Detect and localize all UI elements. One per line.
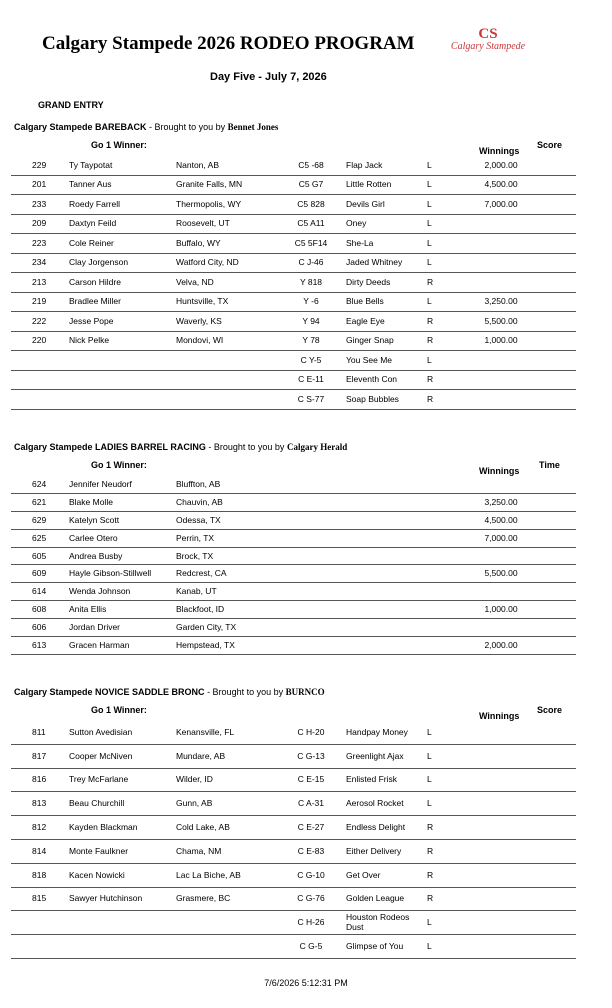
chute-side: L bbox=[427, 218, 432, 229]
chute-side: L bbox=[427, 798, 432, 809]
table-row bbox=[11, 529, 576, 548]
horse-name: Greenlight Ajax bbox=[346, 750, 404, 761]
horse-brand: C5 -68 bbox=[298, 159, 324, 170]
table-row bbox=[11, 744, 576, 769]
horse-brand: C G-76 bbox=[297, 893, 325, 904]
chute-side: L bbox=[427, 774, 432, 785]
contestant-name: Wenda Johnson bbox=[69, 586, 131, 597]
horse-brand: C E-15 bbox=[297, 774, 325, 785]
event-name: Calgary Stampede NOVICE SADDLE BRONC bbox=[14, 687, 205, 697]
table-row bbox=[11, 910, 576, 935]
horse-name: Soap Bubbles bbox=[346, 393, 399, 404]
winnings-amount: 5,500.00 bbox=[484, 568, 518, 579]
table-row bbox=[11, 493, 576, 512]
horse-brand: C5 828 bbox=[297, 198, 325, 209]
winnings-header: Winnings bbox=[479, 466, 520, 476]
hometown: Waverly, KS bbox=[176, 315, 222, 326]
sponsor-name: Calgary Herald bbox=[286, 442, 348, 452]
hometown: Hempstead, TX bbox=[176, 640, 235, 651]
table-row bbox=[11, 155, 576, 176]
contestant-name: Roedy Farrell bbox=[69, 198, 121, 209]
table-row bbox=[11, 175, 576, 196]
horse-brand: C E-83 bbox=[297, 845, 325, 856]
winnings-amount: 4,500.00 bbox=[484, 514, 518, 525]
bib-number: 818 bbox=[32, 869, 47, 880]
table-row bbox=[11, 547, 576, 566]
table-row bbox=[11, 565, 576, 584]
table-row bbox=[11, 815, 576, 840]
horse-brand: C E-11 bbox=[298, 374, 324, 385]
chute-side: L bbox=[427, 179, 432, 190]
contestant-name: Jordan Driver bbox=[69, 622, 121, 633]
section-title bbox=[14, 687, 325, 697]
brought-by: - Brought to you by bbox=[149, 122, 226, 132]
chute-side: L bbox=[427, 726, 432, 737]
grand-entry: GRAND ENTRY bbox=[38, 100, 104, 110]
horse-name: Endless Delight bbox=[346, 822, 406, 833]
saddle-bronc-section bbox=[0, 687, 612, 962]
contestant-name: Jesse Pope bbox=[69, 315, 114, 326]
time-header: Time bbox=[539, 460, 560, 470]
event-name: Calgary Stampede LADIES BARREL RACING bbox=[14, 442, 206, 452]
bib-number: 606 bbox=[32, 622, 47, 633]
chute-side: R bbox=[427, 393, 434, 404]
bib-number: 233 bbox=[32, 198, 47, 209]
horse-name: Golden League bbox=[346, 893, 405, 904]
hometown: Roosevelt, UT bbox=[176, 218, 230, 229]
bareback-section bbox=[0, 122, 612, 412]
chute-side: R bbox=[427, 845, 434, 856]
hometown: Chama, NM bbox=[176, 845, 222, 856]
winnings-amount: 4,500.00 bbox=[484, 179, 518, 190]
table-row bbox=[11, 618, 576, 637]
table-row bbox=[11, 720, 576, 745]
chute-side: L bbox=[427, 296, 432, 307]
contestant-name: Jennifer Neudorf bbox=[69, 478, 132, 489]
horse-brand: C J-46 bbox=[298, 257, 324, 268]
bib-number: 213 bbox=[32, 276, 47, 287]
bib-number: 812 bbox=[32, 822, 47, 833]
contestant-name: Beau Churchill bbox=[69, 798, 125, 809]
contestant-name: Trey McFarlane bbox=[69, 774, 129, 785]
bib-number: 609 bbox=[32, 568, 47, 579]
brought-by: - Brought to you by bbox=[208, 442, 285, 452]
chute-side: R bbox=[427, 315, 434, 326]
winnings-amount: 1,000.00 bbox=[484, 604, 518, 615]
hometown: Chauvin, AB bbox=[176, 496, 223, 507]
table-row bbox=[11, 600, 576, 619]
winnings-amount: 3,250.00 bbox=[484, 296, 518, 307]
hometown: Bluffton, AB bbox=[176, 478, 221, 489]
sponsor-name: Bennet Jones bbox=[227, 122, 279, 132]
chute-side: L bbox=[427, 257, 432, 268]
horse-brand: C E-27 bbox=[297, 822, 325, 833]
table-row bbox=[11, 331, 576, 352]
table-row bbox=[11, 582, 576, 601]
section-title bbox=[14, 122, 278, 132]
hometown: Odessa, TX bbox=[176, 514, 221, 525]
contestant-name: Kayden Blackman bbox=[69, 822, 138, 833]
winnings-amount: 7,000.00 bbox=[484, 198, 518, 209]
horse-brand: C G-5 bbox=[299, 941, 323, 952]
table-row bbox=[11, 214, 576, 235]
table-row bbox=[11, 311, 576, 332]
bib-number: 814 bbox=[32, 845, 47, 856]
bib-number: 223 bbox=[32, 237, 47, 248]
contestant-name: Cooper McNiven bbox=[69, 750, 133, 761]
horse-name: Devils Girl bbox=[346, 198, 385, 209]
contestant-name: Ty Taypotat bbox=[69, 159, 113, 170]
hometown: Buffalo, WY bbox=[176, 237, 221, 248]
hometown: Wilder, ID bbox=[176, 774, 213, 785]
hometown: Lac La Biche, AB bbox=[176, 869, 241, 880]
chute-side: R bbox=[427, 822, 434, 833]
horse-brand: C G-13 bbox=[297, 750, 325, 761]
contestant-name: Monte Faulkner bbox=[69, 845, 129, 856]
chute-side: R bbox=[427, 869, 434, 880]
barrel-racing-section bbox=[0, 442, 612, 662]
section-title bbox=[14, 442, 347, 452]
winnings-header: Winnings bbox=[479, 711, 520, 721]
contestant-name: Andrea Busby bbox=[69, 550, 123, 561]
bib-number: 621 bbox=[32, 496, 47, 507]
hometown: Blackfoot, ID bbox=[176, 604, 225, 615]
table-row bbox=[11, 475, 576, 494]
table-row bbox=[11, 194, 576, 215]
table-row bbox=[11, 389, 576, 410]
horse-name: Little Rotten bbox=[346, 179, 392, 190]
horse-brand: Y -6 bbox=[303, 296, 319, 307]
horse-name: She-La bbox=[346, 237, 374, 248]
contestant-name: Tanner Aus bbox=[69, 179, 112, 190]
chute-side: L bbox=[427, 198, 432, 209]
chute-side: L bbox=[427, 750, 432, 761]
go-winner-label: Go 1 Winner: bbox=[91, 460, 147, 470]
contestant-name: Bradlee Miller bbox=[69, 296, 121, 307]
chute-side: R bbox=[427, 276, 434, 287]
cs-monogram-icon bbox=[448, 22, 528, 42]
chute-side: R bbox=[427, 374, 434, 385]
table-row bbox=[11, 863, 576, 888]
bib-number: 229 bbox=[32, 159, 47, 170]
table-row bbox=[11, 350, 576, 371]
contestant-name: Clay Jorgenson bbox=[69, 257, 129, 268]
print-timestamp: 7/6/2026 5:12:31 PM bbox=[264, 978, 348, 988]
table-row bbox=[11, 272, 576, 293]
bib-number: 220 bbox=[32, 335, 47, 346]
horse-name: Enlisted Frisk bbox=[346, 774, 398, 785]
bib-number: 614 bbox=[32, 586, 47, 597]
bib-number: 222 bbox=[32, 315, 47, 326]
winnings-amount: 2,000.00 bbox=[484, 640, 518, 651]
bib-number: 624 bbox=[32, 478, 47, 489]
hometown: Velva, ND bbox=[176, 276, 214, 287]
winnings-amount: 1,000.00 bbox=[484, 335, 518, 346]
table-row bbox=[11, 511, 576, 530]
hometown: Redcrest, CA bbox=[176, 568, 227, 579]
bib-number: 813 bbox=[32, 798, 47, 809]
horse-name: Blue Bells bbox=[346, 296, 384, 307]
horse-brand: Y 818 bbox=[299, 276, 323, 287]
contestant-name: Sawyer Hutchinson bbox=[69, 893, 143, 904]
hometown: Garden City, TX bbox=[176, 622, 237, 633]
horse-brand: C G-10 bbox=[297, 869, 325, 880]
horse-brand: C5 A11 bbox=[297, 218, 325, 229]
chute-side: L bbox=[427, 354, 432, 365]
horse-brand: Y 94 bbox=[302, 315, 320, 326]
chute-side: L bbox=[427, 917, 432, 928]
winnings-amount: 2,000.00 bbox=[484, 159, 518, 170]
winnings-amount: 3,250.00 bbox=[484, 496, 518, 507]
table-row bbox=[11, 768, 576, 793]
table-row bbox=[11, 370, 576, 391]
hometown: Nanton, AB bbox=[176, 159, 220, 170]
table-row bbox=[11, 791, 576, 816]
table-row bbox=[11, 233, 576, 254]
table-row bbox=[11, 934, 576, 959]
horse-brand: C5 5F14 bbox=[294, 237, 328, 248]
event-name: Calgary Stampede BAREBACK bbox=[14, 122, 147, 132]
hometown: Perrin, TX bbox=[176, 532, 215, 543]
horse-name: Glimpse of You bbox=[346, 941, 404, 952]
logo-wordmark: Calgary Stampede bbox=[450, 41, 526, 52]
contestant-name: Nick Pelke bbox=[69, 335, 110, 346]
table-row bbox=[11, 839, 576, 864]
horse-name: You See Me bbox=[346, 354, 392, 365]
horse-brand: C5 G7 bbox=[298, 179, 324, 190]
horse-brand: C H-20 bbox=[297, 726, 325, 737]
bib-number: 605 bbox=[32, 550, 47, 561]
contestant-name: Daxtyn Feild bbox=[69, 218, 117, 229]
table-row bbox=[11, 292, 576, 313]
score-header: Score bbox=[537, 705, 563, 715]
hometown: Huntsville, TX bbox=[176, 296, 229, 307]
contestant-name: Sutton Avedisian bbox=[69, 726, 133, 737]
bib-number: 816 bbox=[32, 774, 47, 785]
horse-brand: C H-26 bbox=[297, 917, 325, 928]
chute-side: L bbox=[427, 237, 432, 248]
horse-name: Handpay Money bbox=[346, 726, 408, 737]
hometown: Mundare, AB bbox=[176, 750, 226, 761]
contestant-name: Cole Reiner bbox=[69, 237, 114, 248]
bib-number: 625 bbox=[32, 532, 47, 543]
go-winner-label: Go 1 Winner: bbox=[91, 140, 147, 150]
horse-name: Houston Rodeos Dust bbox=[346, 912, 410, 933]
hometown: Thermopolis, WY bbox=[176, 198, 242, 209]
table-row bbox=[11, 887, 576, 912]
horse-brand: C A-31 bbox=[298, 798, 324, 809]
horse-name: Ginger Snap bbox=[346, 335, 394, 346]
chute-side: R bbox=[427, 893, 434, 904]
day-line: Day Five - July 7, 2026 bbox=[210, 71, 327, 83]
horse-brand: C Y-5 bbox=[300, 354, 322, 365]
horse-name: Flap Jack bbox=[346, 159, 383, 170]
contestant-name: Hayle Gibson-Stillwell bbox=[69, 568, 152, 579]
score-header: Score bbox=[537, 140, 563, 150]
sponsor-name: BURNCO bbox=[285, 687, 325, 697]
contestant-name: Gracen Harman bbox=[69, 640, 130, 651]
svg-text:CS: CS bbox=[478, 26, 498, 42]
hometown: Mondovi, WI bbox=[176, 335, 224, 346]
hometown: Grasmere, BC bbox=[176, 893, 231, 904]
bib-number: 629 bbox=[32, 514, 47, 525]
horse-name: Oney bbox=[346, 218, 367, 229]
winnings-header: Winnings bbox=[479, 146, 520, 156]
hometown: Granite Falls, MN bbox=[176, 179, 243, 190]
bib-number: 209 bbox=[32, 218, 47, 229]
chute-side: R bbox=[427, 335, 434, 346]
bib-number: 608 bbox=[32, 604, 47, 615]
chute-side: L bbox=[427, 159, 432, 170]
contestant-name: Katelyn Scott bbox=[69, 514, 120, 525]
contestant-name: Blake Molle bbox=[69, 496, 113, 507]
horse-name: Jaded Whitney bbox=[346, 257, 403, 268]
hometown: Gunn, AB bbox=[176, 798, 213, 809]
bib-number: 811 bbox=[32, 726, 46, 737]
go-winner-label: Go 1 Winner: bbox=[91, 705, 147, 715]
bib-number: 219 bbox=[32, 296, 47, 307]
horse-name: Dirty Deeds bbox=[346, 276, 391, 287]
horse-name: Aerosol Rocket bbox=[346, 798, 404, 809]
calgary-stampede-logo bbox=[448, 22, 528, 62]
bib-number: 613 bbox=[32, 640, 47, 651]
table-row bbox=[11, 253, 576, 274]
bib-number: 817 bbox=[32, 750, 47, 761]
bib-number: 815 bbox=[32, 893, 47, 904]
hometown: Kenansville, FL bbox=[176, 726, 235, 737]
program-title: Calgary Stampede 2026 RODEO PROGRAM bbox=[42, 33, 415, 54]
hometown: Cold Lake, AB bbox=[176, 822, 230, 833]
hometown: Brock, TX bbox=[176, 550, 214, 561]
contestant-name: Carlee Otero bbox=[69, 532, 118, 543]
contestant-name: Carson Hildre bbox=[69, 276, 121, 287]
bib-number: 234 bbox=[32, 257, 47, 268]
horse-brand: C S-77 bbox=[297, 393, 325, 404]
contestant-name: Kacen Nowicki bbox=[69, 869, 125, 880]
hometown: Kanab, UT bbox=[176, 586, 217, 597]
horse-name: Get Over bbox=[346, 869, 381, 880]
table-row bbox=[11, 636, 576, 655]
chute-side: L bbox=[427, 941, 432, 952]
winnings-amount: 5,500.00 bbox=[484, 315, 518, 326]
winnings-amount: 7,000.00 bbox=[484, 532, 518, 543]
brought-by: - Brought to you by bbox=[207, 687, 284, 697]
horse-name: Either Delivery bbox=[346, 845, 402, 856]
bib-number: 201 bbox=[32, 179, 47, 190]
horse-brand: Y 78 bbox=[302, 335, 320, 346]
hometown: Watford City, ND bbox=[176, 257, 239, 268]
horse-name: Eleventh Con bbox=[346, 374, 398, 385]
contestant-name: Anita Ellis bbox=[69, 604, 107, 615]
horse-name: Eagle Eye bbox=[346, 315, 385, 326]
